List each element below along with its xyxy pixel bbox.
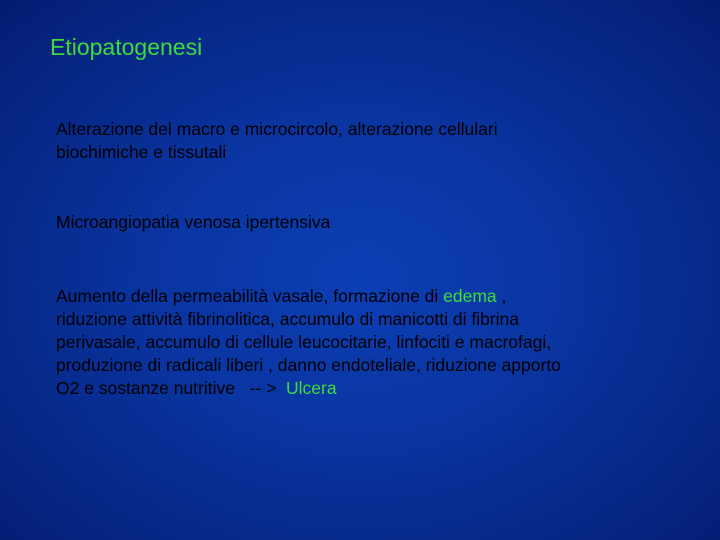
- highlight-edema: edema: [443, 286, 497, 306]
- paragraph-line: perivasale, accumulo di cellule leucocitarie, linfociti e macrofagi,: [56, 332, 552, 352]
- paragraph-line: Microangiopatia venosa ipertensiva: [56, 212, 331, 232]
- paragraph-microcirculation: [56, 118, 498, 164]
- paragraph-line: riduzione attività fibrinolitica, accumulo di manicotti di fibrina: [56, 309, 519, 329]
- paragraph-pathogenesis: [56, 285, 561, 400]
- paragraph-microangiopathy: [56, 211, 330, 234]
- highlight-ulcera: Ulcera: [286, 378, 337, 398]
- text-segment: O2 e sostanze nutritive -- >: [56, 378, 287, 398]
- paragraph-line: Alterazione del macro e microcircolo, alterazione cellulari: [56, 119, 498, 139]
- slide-title: Etiopatogenesi: [50, 34, 203, 60]
- paragraph-line: biochimiche e tissutali: [56, 142, 227, 162]
- paragraph-line: [56, 285, 561, 308]
- paragraph-line: [56, 377, 561, 400]
- text-segment: Aumento della permeabilità vasale, formazione di: [56, 286, 444, 306]
- text-segment: ,: [496, 286, 507, 306]
- paragraph-line: produzione di radicali liberi , danno endoteliale, riduzione apporto: [56, 355, 561, 375]
